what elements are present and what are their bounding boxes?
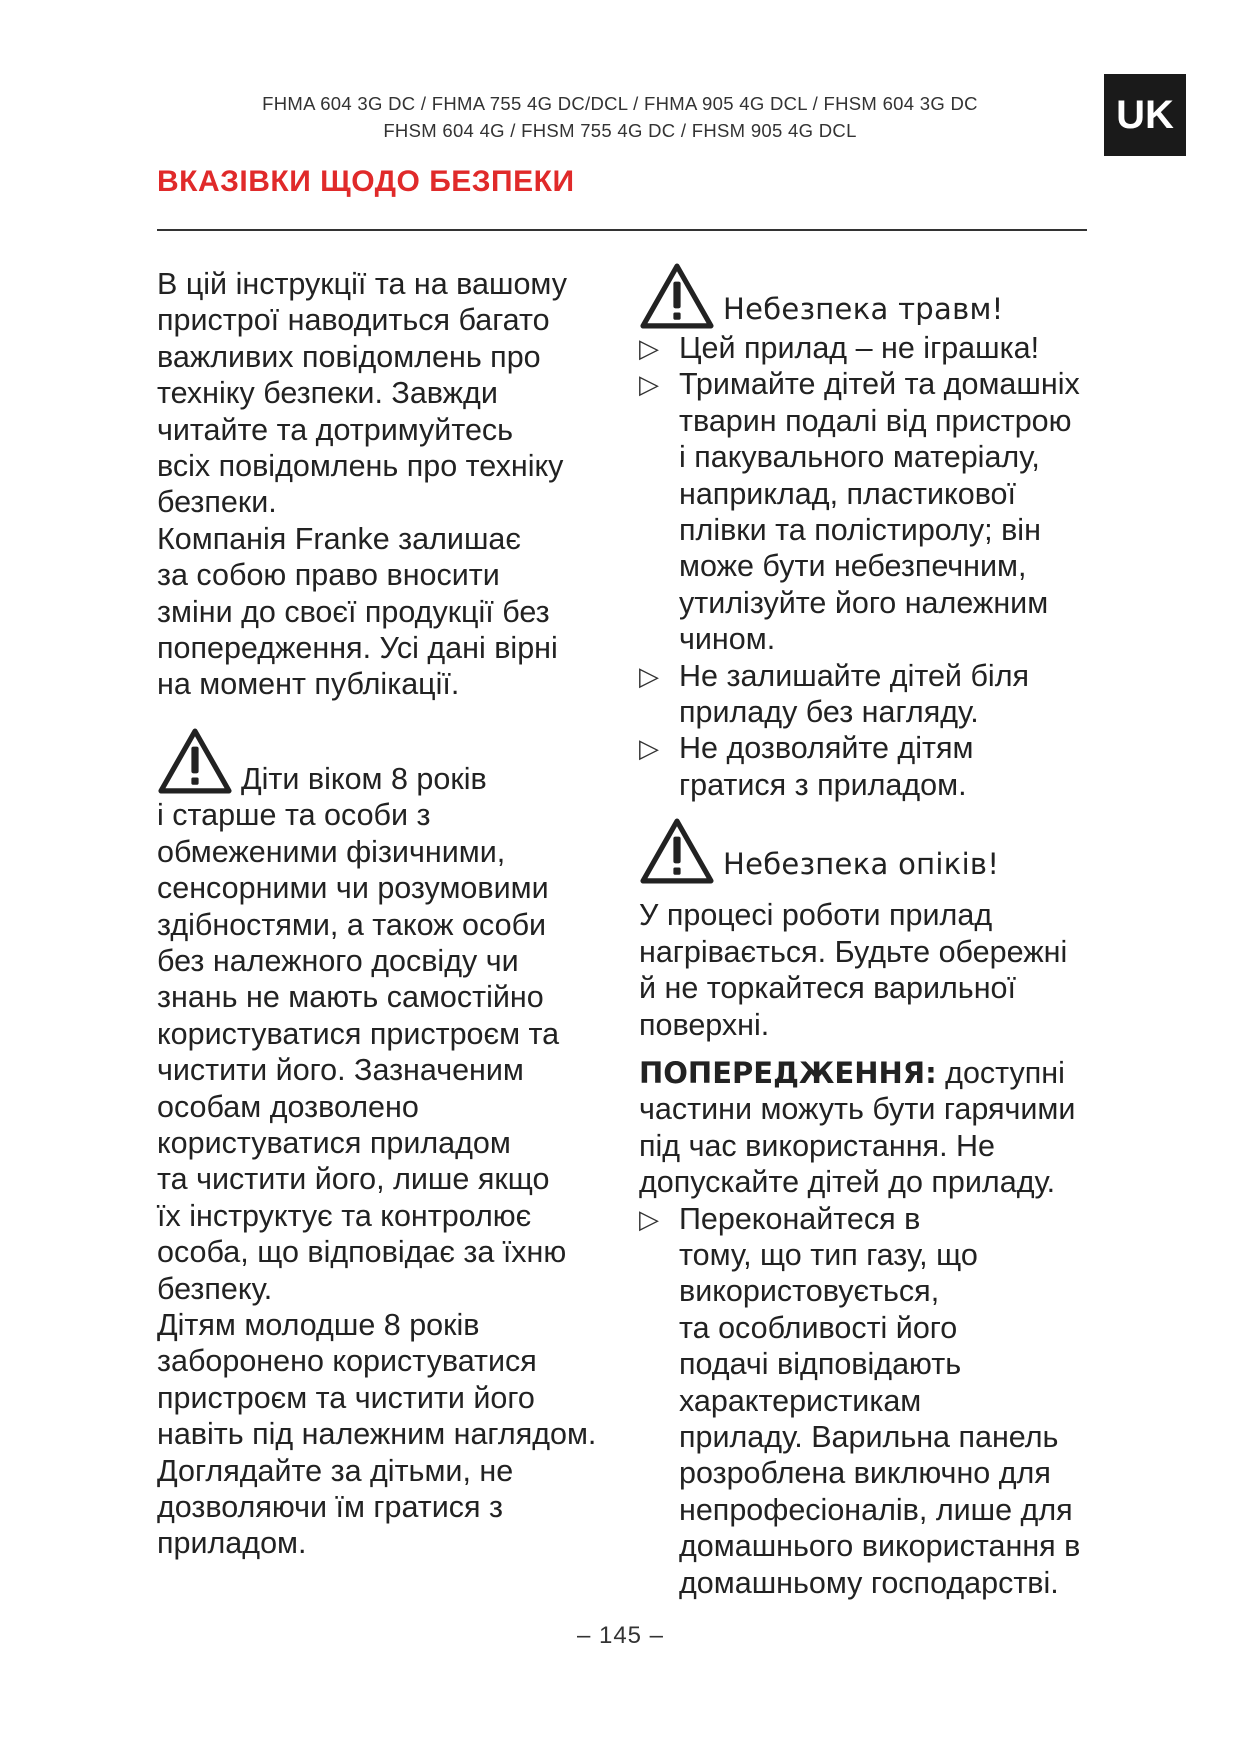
left-column: [157, 266, 627, 1562]
bullet-line: приладу. Варильна панель: [679, 1419, 1059, 1454]
children-warning: [157, 727, 627, 1307]
supervise-line: приладом.: [157, 1526, 307, 1561]
children-warning-line: знань не мають самостійно: [157, 980, 544, 1015]
children-warning-line: та чистити його, лише якщо: [157, 1162, 550, 1197]
bullet-line: чином.: [679, 622, 776, 657]
bullet-line: утилізуйте його належним: [679, 585, 1049, 620]
intro-line: важливих повідомлень про: [157, 339, 541, 374]
children-warning-line: особам дозволено: [157, 1089, 419, 1124]
burn-heading-text: Небезпека опіків!: [723, 847, 1000, 882]
franke-line: зміни до своєї продукції без: [157, 594, 550, 629]
franke-line: за собою право вносити: [157, 558, 500, 593]
children-warning-line: їх інструктує та контролює: [157, 1198, 532, 1233]
list-item: [639, 1201, 1109, 1601]
under-8-paragraph: [157, 1307, 627, 1453]
bullet-line: та особливості його: [679, 1310, 958, 1345]
bullet-line: тому, що тип газу, що: [679, 1237, 978, 1272]
intro-paragraph: [157, 266, 627, 521]
children-warning-line: користуватися пристроєм та: [157, 1016, 560, 1051]
children-warning-line: безпеку.: [157, 1271, 273, 1306]
title-divider: [157, 229, 1087, 231]
under-8-line: навіть під належним наглядом.: [157, 1417, 597, 1452]
warning-triangle-icon: [157, 727, 233, 795]
under-8-line: пристроєм та чистити його: [157, 1380, 535, 1415]
warning-paragraph: [639, 1055, 1109, 1201]
burn-line: поверхні.: [639, 1007, 770, 1042]
children-warning-line: Діти віком 8 років: [241, 761, 487, 796]
bullet-line: розроблена виключно для: [679, 1456, 1051, 1491]
bullet-line: тварин подалі від пристрою: [679, 403, 1072, 438]
children-warning-line: без належного досвіду чи: [157, 943, 519, 978]
children-warning-line: сенсорними чи розумовими: [157, 871, 549, 906]
intro-line: безпеки.: [157, 485, 277, 520]
page-number: – 145 –: [576, 1622, 665, 1649]
intro-line: В цій інструкції та на вашому: [157, 267, 567, 301]
children-warning-line: здібностями, а також особи: [157, 907, 547, 942]
children-warning-line: і старше та особи з: [157, 798, 431, 833]
franke-paragraph: [157, 521, 627, 703]
bullet-line: використовується,: [679, 1274, 940, 1309]
warning-line: частини можуть бути гарячими: [639, 1092, 1076, 1127]
list-item: [639, 330, 1109, 366]
children-warning-line: користуватися приладом: [157, 1125, 511, 1160]
bullet-line: непрофесіоналів, лише для: [679, 1492, 1073, 1527]
children-warning-line: особа, що відповідає за їхню: [157, 1235, 567, 1270]
burn-line: й не торкайтеся варильної: [639, 971, 1016, 1006]
bullet-line: наприклад, пластикової: [679, 476, 1016, 511]
model-line-1: FHMA 604 3G DC / FHMA 755 4G DC/DCL / FHMA 905 4G DCL / FHSM 604 3G DC: [262, 93, 978, 114]
burn-paragraph: [639, 897, 1109, 1043]
burn-heading: [639, 817, 1109, 885]
injury-heading-text: Небезпека травм!: [723, 292, 1004, 326]
intro-line: пристрої наводиться багато: [157, 303, 550, 338]
bullet-line: характеристикам: [679, 1383, 922, 1418]
warning-line: доступні: [936, 1055, 1065, 1090]
section-title: ВКАЗІВКИ ЩОДО БЕЗПЕКИ: [157, 165, 575, 198]
list-item: [639, 658, 1109, 731]
bullet-line: Тримайте дітей та домашніх: [679, 367, 1080, 402]
bullet-line: Цей прилад – не іграшка!: [679, 331, 1040, 365]
children-warning-line: обмеженими фізичними,: [157, 834, 506, 869]
injury-heading: [639, 262, 1109, 330]
burn-line: нагрівається. Будьте обережні: [639, 934, 1068, 969]
warning-label: ПОПЕРЕДЖЕННЯ:: [639, 1055, 937, 1090]
bullet-line: Переконайтеся в: [679, 1201, 921, 1236]
supervise-paragraph: [157, 1453, 627, 1562]
burn-line: У процесі роботи прилад: [639, 898, 993, 933]
model-numbers: [150, 90, 1090, 144]
bullet-line: домашнього використання в: [679, 1529, 1081, 1564]
warning-line: під час використання. Не: [639, 1128, 996, 1163]
warning-triangle-icon: [639, 817, 715, 885]
right-column: [639, 262, 1109, 1601]
bullet-line: гратися з приладом.: [679, 767, 967, 802]
bullet-line: Не залишайте дітей біля: [679, 658, 1030, 693]
intro-line: читайте та дотримуйтесь: [157, 412, 514, 447]
franke-line: попередження. Усі дані вірні: [157, 631, 558, 666]
bullet-line: подачі відповідають: [679, 1347, 962, 1382]
injury-bullet-list: [639, 330, 1109, 803]
language-badge: UK: [1104, 74, 1186, 156]
list-item: [639, 366, 1109, 657]
bullet-line: приладу без нагляду.: [679, 695, 979, 730]
bullet-line: Не дозволяйте дітям: [679, 731, 974, 766]
bullet-line: плівки та полістиролу; він: [679, 513, 1041, 548]
warning-triangle-icon: [639, 262, 715, 330]
franke-line: Компанія Franke залишає: [157, 521, 521, 556]
bullet-line: може бути небезпечним,: [679, 549, 1027, 584]
bullet-line: і пакувального матеріалу,: [679, 440, 1040, 475]
intro-line: всіх повідомлень про техніку: [157, 449, 564, 484]
under-8-line: Дітям молодше 8 років: [157, 1307, 480, 1342]
gas-bullet-list: [639, 1201, 1109, 1601]
model-line-2: FHSM 604 4G / FHSM 755 4G DC / FHSM 905 4G DCL: [383, 120, 857, 141]
franke-line: на момент публікації.: [157, 667, 460, 702]
supervise-line: дозволяючи їм гратися з: [157, 1490, 503, 1524]
children-warning-line: чистити його. Зазначеним: [157, 1053, 524, 1088]
intro-line: техніку безпеки. Завжди: [157, 376, 498, 411]
bullet-line: домашньому господарстві.: [679, 1565, 1059, 1600]
supervise-line: Доглядайте за дітьми, не: [157, 1453, 514, 1488]
list-item: [639, 730, 1109, 803]
warning-line: допускайте дітей до приладу.: [639, 1165, 1056, 1200]
under-8-line: заборонено користуватися: [157, 1344, 537, 1379]
